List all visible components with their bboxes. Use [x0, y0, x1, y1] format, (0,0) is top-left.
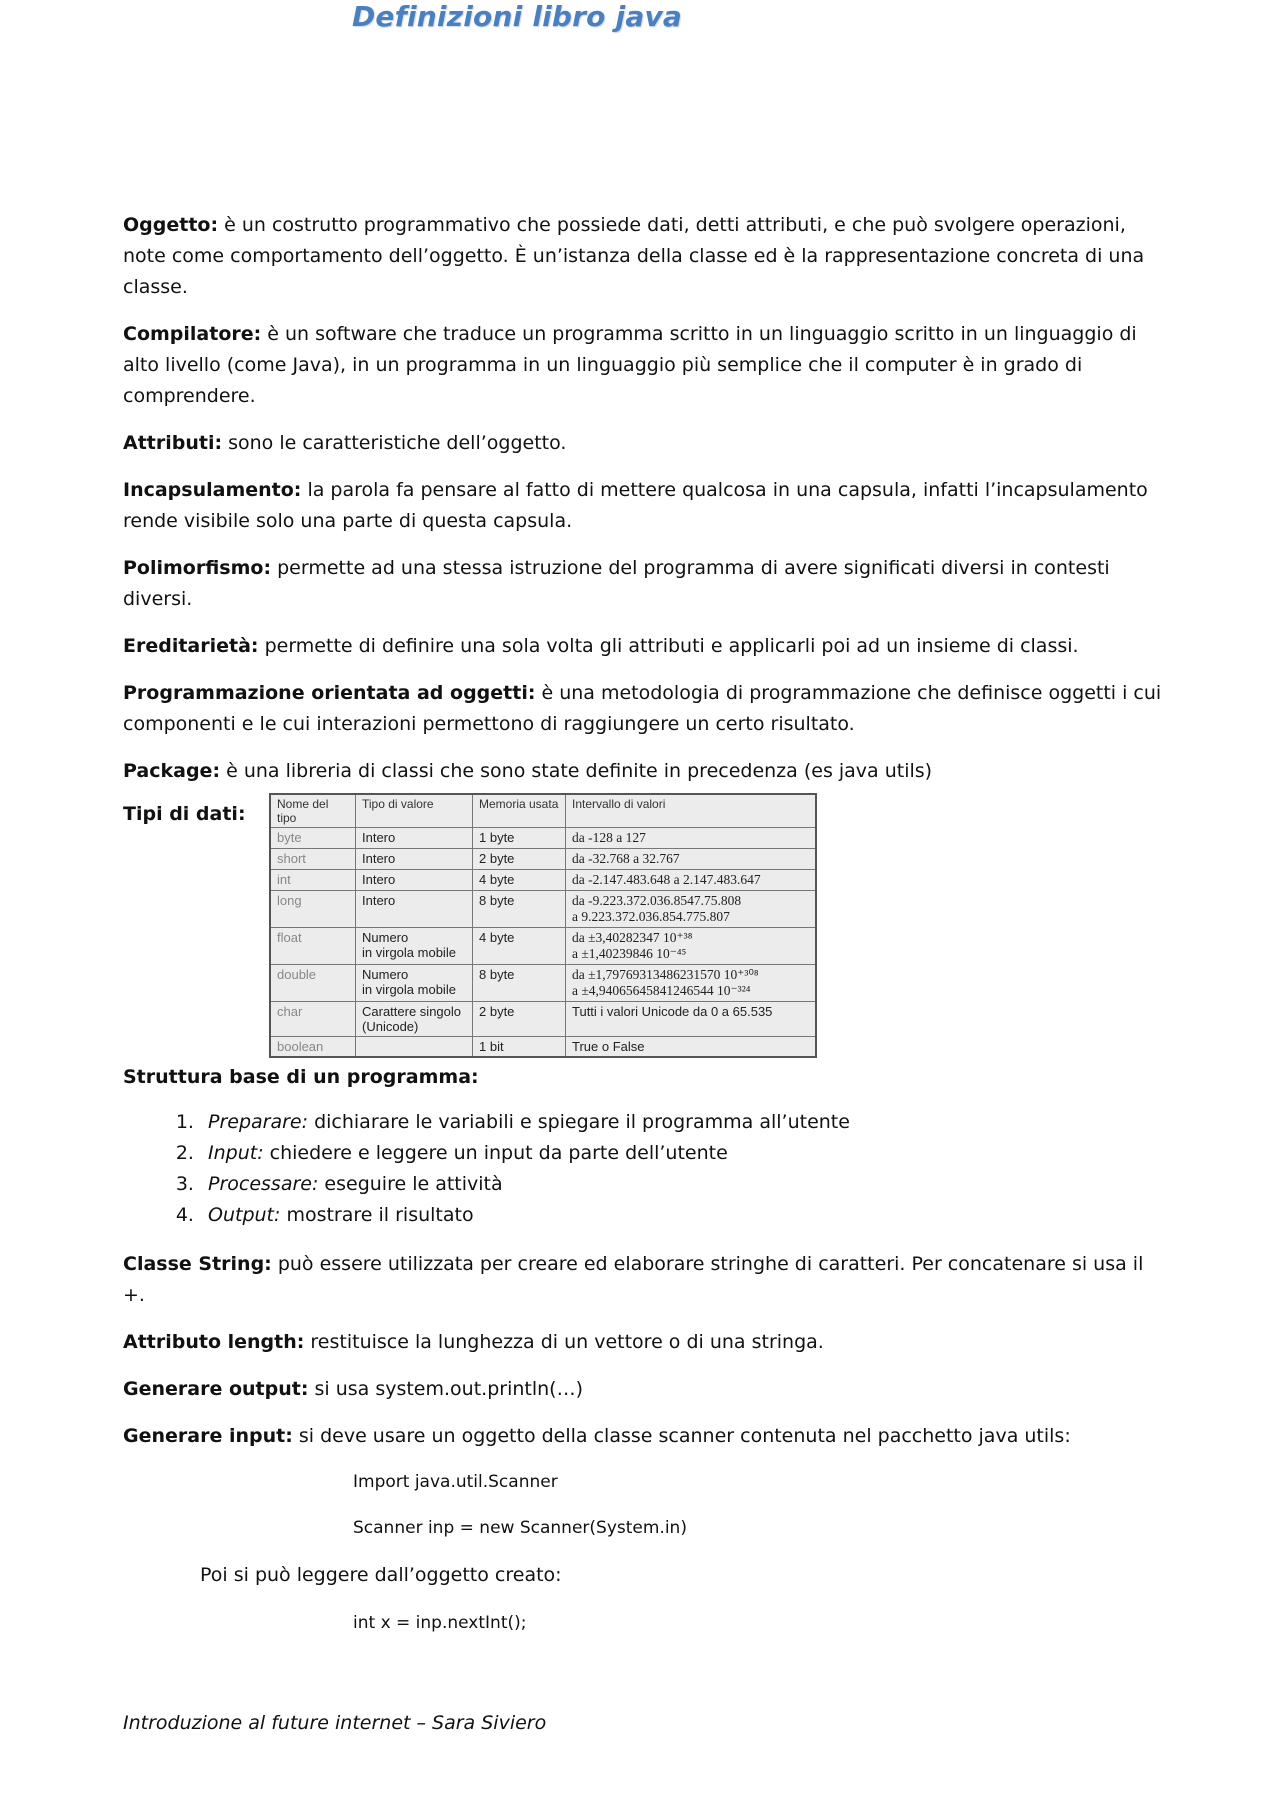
type-memory: 1 bit — [473, 1037, 566, 1058]
type-kind: Intero — [356, 828, 473, 849]
type-memory: 2 byte — [473, 849, 566, 870]
definition-text: permette di definire una sola volta gli attributi e applicarli poi ad un insieme di classi. — [258, 635, 1079, 657]
definition-generare-input — [123, 1421, 1163, 1452]
definition-oggetto — [123, 210, 1163, 303]
table-row — [270, 1037, 816, 1058]
definition-term: Classe String: — [123, 1253, 272, 1275]
type-range: da -128 a 127 — [566, 828, 817, 849]
type-name: long — [270, 891, 356, 928]
definition-term: Programmazione orientata ad oggetti: — [123, 682, 536, 704]
type-name: byte — [270, 828, 356, 849]
definition-text: è un software che traduce un programma scritto in un linguaggio scritto in un linguaggio di alto livello (come Java), in un programma in un linguaggio più semplice che il computer è in grado di comprendere. — [123, 323, 1137, 407]
column-header: Memoria usata — [473, 794, 566, 828]
definition-incapsulamento — [123, 475, 1163, 537]
definition-term: Oggetto: — [123, 214, 219, 236]
type-kind: Intero — [356, 849, 473, 870]
type-range: da ±1,79769313486231570 10⁺³⁰⁸ a ±4,94065645841246544 10⁻³²⁴ — [566, 965, 817, 1002]
list-item: 1. Preparare: dichiarare le variabili e spiegare il programma all’utente — [200, 1107, 1163, 1138]
page-title: Definizioni libro java — [351, 0, 683, 33]
column-header: Nome del tipo — [270, 794, 356, 828]
table-header-row — [270, 794, 816, 828]
table-row — [270, 849, 816, 870]
definition-text: è una metodologia di programmazione che definisce oggetti i cui componenti e le cui interazioni permettono di raggiungere un certo risultato. — [123, 682, 1162, 735]
table-row — [270, 891, 816, 928]
read-note: Poi si può leggere dall’oggetto creato: — [200, 1564, 562, 1586]
type-name: char — [270, 1002, 356, 1037]
code-line-import: Import java.util.Scanner — [353, 1472, 558, 1492]
type-kind: Intero — [356, 891, 473, 928]
type-kind: Intero — [356, 870, 473, 891]
definition-term: Attributi: — [123, 432, 223, 454]
table-row — [270, 1002, 816, 1037]
program-steps-list — [123, 1107, 1163, 1231]
type-memory: 8 byte — [473, 965, 566, 1002]
definition-term: Compilatore: — [123, 323, 262, 345]
type-kind — [356, 1037, 473, 1058]
definition-term: Generare input: — [123, 1425, 293, 1447]
definition-term: Polimorfismo: — [123, 557, 272, 579]
type-name: boolean — [270, 1037, 356, 1058]
type-name: float — [270, 928, 356, 965]
definition-term: Generare output: — [123, 1378, 309, 1400]
type-range: True o False — [566, 1037, 817, 1058]
type-name: double — [270, 965, 356, 1002]
definition-text: la parola fa pensare al fatto di mettere qualcosa in una capsula, infatti l’incapsulamento rende visibile solo una parte di questa capsula. — [123, 479, 1148, 532]
definition-oop — [123, 678, 1163, 740]
type-kind: Numero in virgola mobile — [356, 965, 473, 1002]
list-item: 4. Output: mostrare il risultato — [200, 1200, 1163, 1231]
type-memory: 8 byte — [473, 891, 566, 928]
table-row — [270, 828, 816, 849]
page-footer: Introduzione al future internet – Sara Siviero — [123, 1712, 547, 1734]
data-types-section — [123, 793, 1163, 1058]
definition-term: Package: — [123, 760, 221, 782]
type-memory: 4 byte — [473, 870, 566, 891]
definition-term: Attributo length: — [123, 1331, 305, 1353]
code-line-nextint: int x = inp.nextInt(); — [353, 1613, 527, 1633]
list-item: 3. Processare: eseguire le attività — [200, 1169, 1163, 1200]
type-range: da -32.768 a 32.767 — [566, 849, 817, 870]
definition-text: è un costrutto programmativo che possiede dati, detti attributi, e che può svolgere operazioni, note come comportamento dell’oggetto. È un’istanza della classe ed è la rappresentazione concreta di una classe. — [123, 214, 1145, 298]
definition-term: Ereditarietà: — [123, 635, 259, 657]
definition-text: restituisce la lunghezza di un vettore o di una stringa. — [304, 1331, 824, 1353]
type-kind: Numero in virgola mobile — [356, 928, 473, 965]
definition-term: Incapsulamento: — [123, 479, 302, 501]
data-types-table — [269, 793, 817, 1058]
definition-ereditarieta — [123, 631, 1163, 662]
definition-package — [123, 756, 1163, 787]
definition-text: si usa system.out.println(…) — [308, 1378, 583, 1400]
type-memory: 4 byte — [473, 928, 566, 965]
type-name: short — [270, 849, 356, 870]
definition-generare-output — [123, 1374, 1163, 1405]
definition-text: permette ad una stessa istruzione del programma di avere significati diversi in contesti diversi. — [123, 557, 1110, 610]
code-line-scanner: Scanner inp = new Scanner(System.in) — [353, 1518, 687, 1538]
table-row — [270, 965, 816, 1002]
table-row — [270, 928, 816, 965]
definition-attributi — [123, 428, 1163, 459]
type-range: da -2.147.483.648 a 2.147.483.647 — [566, 870, 817, 891]
document-body — [123, 210, 1163, 1655]
table-row — [270, 870, 816, 891]
definition-classe-string — [123, 1249, 1163, 1311]
column-header: Intervallo di valori — [566, 794, 817, 828]
definition-text: si deve usare un oggetto della classe scanner contenuta nel pacchetto java utils: — [292, 1425, 1071, 1447]
list-item: 2. Input: chiedere e leggere un input da parte dell’utente — [200, 1138, 1163, 1169]
structure-heading: Struttura base di un programma: — [123, 1066, 479, 1088]
definition-text: può essere utilizzata per creare ed elaborare stringhe di caratteri. Per concatenare si usa il +. — [123, 1253, 1144, 1306]
type-memory: 1 byte — [473, 828, 566, 849]
data-types-label: Tipi di dati: — [123, 803, 246, 825]
type-range: Tutti i valori Unicode da 0 a 65.535 — [566, 1002, 817, 1037]
definition-attributo-length — [123, 1327, 1163, 1358]
definition-compilatore — [123, 319, 1163, 412]
type-name: int — [270, 870, 356, 891]
definition-polimorfismo — [123, 553, 1163, 615]
type-range: da -9.223.372.036.8547.75.808 a 9.223.372.036.854.775.807 — [566, 891, 817, 928]
definition-text: è una libreria di classi che sono state definite in precedenza (es java utils) — [220, 760, 933, 782]
type-memory: 2 byte — [473, 1002, 566, 1037]
type-kind: Carattere singolo (Unicode) — [356, 1002, 473, 1037]
type-range: da ±3,40282347 10⁺³⁸ a ±1,40239846 10⁻⁴⁵ — [566, 928, 817, 965]
definition-text: sono le caratteristiche dell’oggetto. — [222, 432, 567, 454]
column-header: Tipo di valore — [356, 794, 473, 828]
